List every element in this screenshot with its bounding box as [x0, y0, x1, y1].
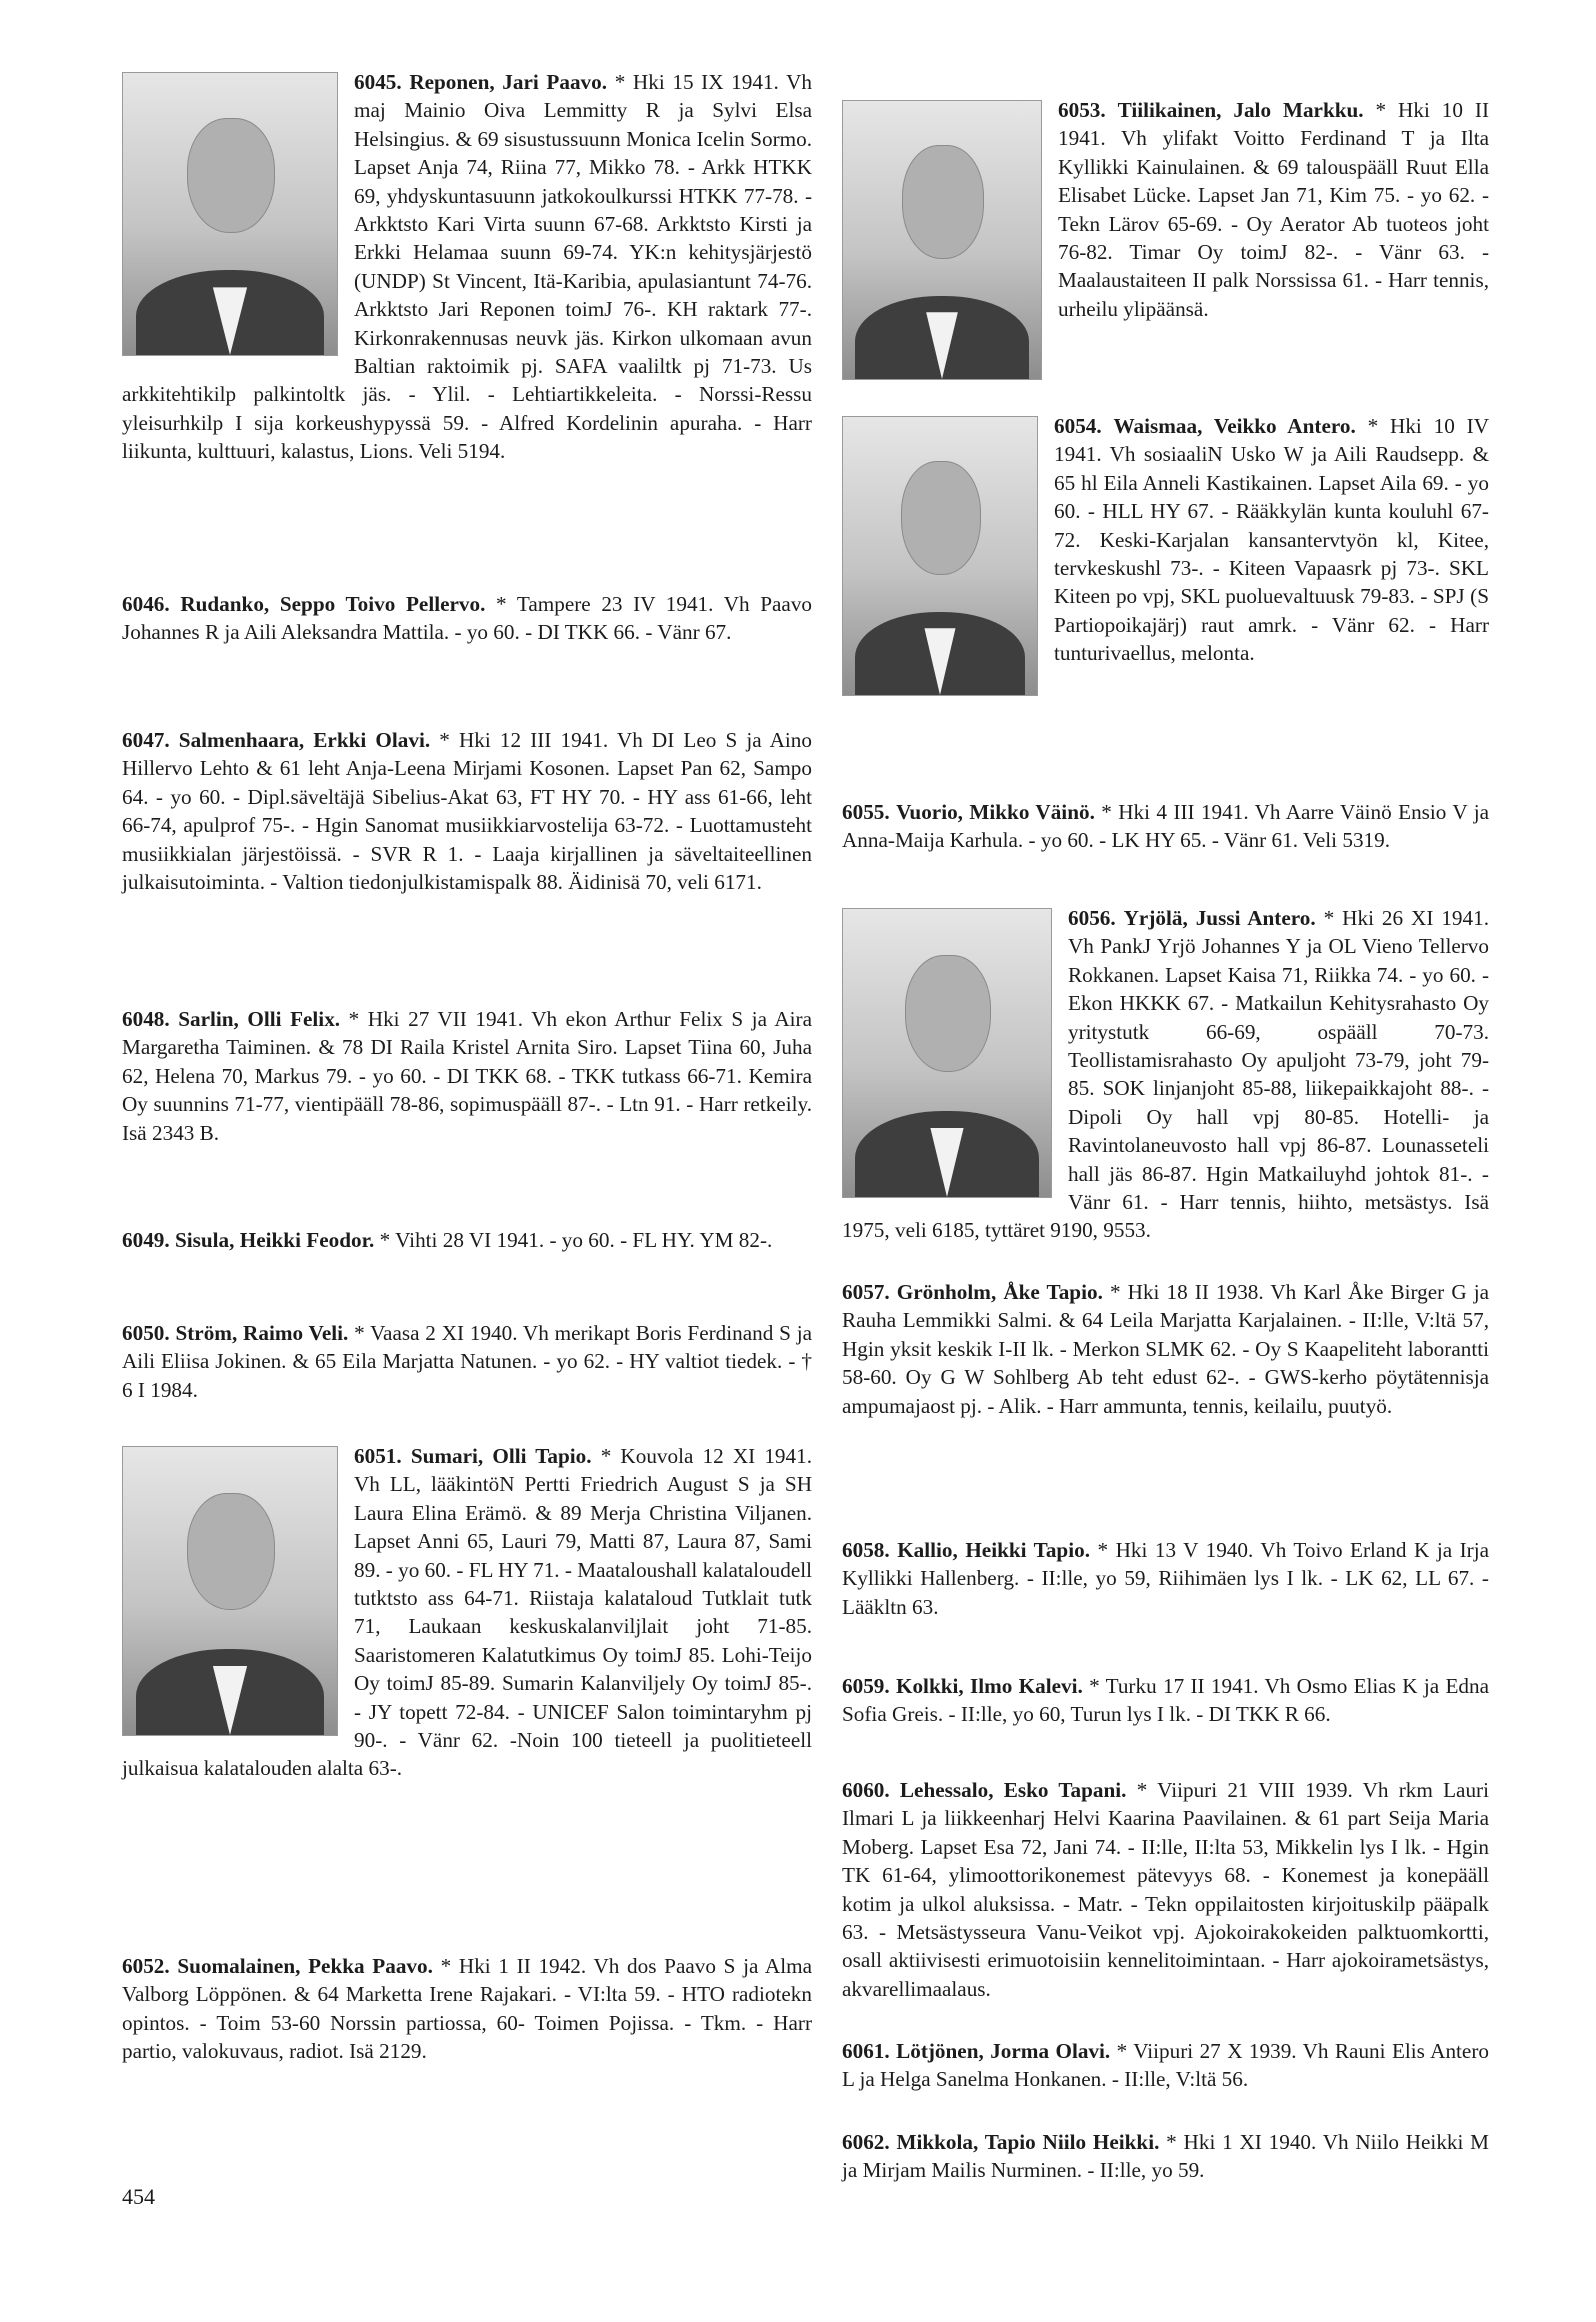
entry-text: * Hki 13 V 1940. Vh Toivo Erland K ja Irja Kyllikki Hallenberg. - II:lle, yo 59, Riihimäen lys I lk. - LK 62, LL 67. - Lääkltn 63.: [842, 1538, 1490, 1619]
entry-number: 6058.: [842, 1538, 890, 1562]
entry-text: * Hki 10 IV 1941. Vh sosiaaliN Usko W ja Aili Raudsepp. & 65 hl Eila Anneli Kastikainen. Lapset Aila 69. - yo 60. - HLL HY 67. - Rääkkylän kunta kouluhl 67-72. Keski-Karjalan kansantervtyön kl, Kitee, tervkeskushl 73-. - Kiteen Vapaasrk pj 73-. SKL Kiteen po vpj, SKL puoluevaltuusk 79-83. - SPJ (S Partiopoikajärj) raut amrk. - Vänr 62. - Harr tunturivaellus, melonta.: [1054, 414, 1490, 666]
entry-number: 6046.: [122, 592, 170, 616]
entry-text: * Hki 1 XI 1940. Vh Niilo Heikki M ja Mirjam Mailis Nurminen. - II:lle, yo 59.: [842, 2130, 1490, 2183]
entry-text: * Hki 1 II 1942. Vh dos Paavo S ja Alma Valborg Löppönen. & 64 Marketta Irene Rajakari. - VI:lta 59. - HTO radiotekn opintos. - Toim 53-60 Norssin partiossa, 60- Toimen Pojissa. - Tkm. - Harr partio, valokuvaus, radiot. Isä 2129.: [122, 1954, 812, 2064]
entry-6051: [122, 1442, 812, 1783]
entry-6047: [122, 726, 812, 896]
entry-6058: [842, 1536, 1489, 1621]
entry-text: * Hki 18 II 1938. Vh Karl Åke Birger G ja Rauha Lemmikki Salmi. & 64 Leila Marjatta Karjalainen. - II:lle, V:ltä 57, Hgin yksit keskik I-II lk. - Merkon SLMK 62. - Oy S Kaapeliteht laborantti 58-60. Oy G W Sohlberg Ab teht edust 62-. - GWS-kerho pöytätennisja ampumajaost pj. - Alik. - Harr ammunta, tennis, keilailu, puutyö.: [842, 1280, 1490, 1418]
page-number-bottom: 454: [122, 2184, 155, 2209]
entry-6059: [842, 1672, 1489, 1729]
entry-text: * Viipuri 21 VIII 1939. Vh rkm Lauri Ilmari L ja liikkeenharj Helvi Kaarina Paavilainen. & 61 part Seija Maria Moberg. Lapset Esa 72, Jani 74. - II:lle, II:lta 53, Mikkelin lys I lk. - Hgin TK 61-64, ylimoottorikonemest pätevyys 68. - Konemest ja konepääll kotim ja ulkol aluksissa. - Matr. - Tekn oppilaitosten kirjoituskilp pääpalk 63. - Metsästysseura Vanu-Veikot vpj. Ajokoirakokeiden palktuomkortti, osall aktiivisesti erimuotoisiin kennelitoimintaan. - Harr ajokoirametsästys, akvarellimaalaus.: [842, 1778, 1490, 2001]
entry-name: Lötjönen, Jorma Olavi.: [896, 2039, 1111, 2063]
entry-number: 6049.: [122, 1228, 170, 1252]
entry-number: 6048.: [122, 1007, 170, 1031]
entry-name: Mikkola, Tapio Niilo Heikki.: [896, 2130, 1160, 2154]
entry-number: 6062.: [842, 2130, 890, 2154]
entry-number: 6059.: [842, 1674, 890, 1698]
entry-number: 6053.: [1058, 98, 1106, 122]
entry-name: Waismaa, Veikko Antero.: [1113, 414, 1356, 438]
entry-text: * Hki 12 III 1941. Vh DI Leo S ja Aino Hillervo Lehto & 61 leht Anja-Leena Mirjami Kosonen. Lapset Pan 62, Sampo 64. - yo 60. - Dipl.säveltäjä Sibelius-Akat 63, FT HY 70. - HY ass 61-66, leht 66-74, apulprof 75-. - Hgin Sanomat musiikkiarvostelija 63-72. - Luottamusteht musiikkialan järjestöissä. - SVR R 1. - Laaja kirjallinen ja säveltaiteellinen julkaisutoiminta. - Valtion tiedonjulkistamispalk 88. Äidinisä 70, veli 6171.: [122, 728, 812, 895]
entry-name: Sarlin, Olli Felix.: [178, 1007, 341, 1031]
entry-6057: [842, 1278, 1489, 1420]
entry-number: 6045.: [354, 70, 402, 94]
entry-6056: [842, 904, 1489, 1245]
entry-6046: [122, 590, 812, 647]
entry-text: * Hki 10 II 1941. Vh ylifakt Voitto Ferdinand T ja Ilta Kyllikki Kainulainen. & 69 talouspääll Ruut Ella Elisabet Lücke. Lapset Jan 71, Kim 75. - yo 62. - Tekn Lärov 65-69. - Oy Aerator Ab tuoteos joht 76-82. Timar Oy toimJ 82-. - Vänr 63. - Maalaustaiteen II palk Norssissa 61. - Harr tennis, urheilu ylipäänsä.: [1058, 98, 1489, 321]
entry-number: 6054.: [1054, 414, 1102, 438]
entry-number: 6047.: [122, 728, 170, 752]
entry-name: Rudanko, Seppo Toivo Pellervo.: [180, 592, 486, 616]
entry-text: * Turku 17 II 1941. Vh Osmo Elias K ja Edna Sofia Greis. - II:lle, yo 60, Turun lys I lk. - DI TKK R 66.: [842, 1674, 1490, 1727]
entry-text: * Vihti 28 VI 1941. - yo 60. - FL HY. YM 82-.: [374, 1228, 773, 1252]
entry-name: Ström, Raimo Veli.: [175, 1321, 349, 1345]
entry-name: Kallio, Heikki Tapio.: [897, 1538, 1090, 1562]
entry-6054: [842, 412, 1489, 698]
entry-text: * Hki 15 IX 1941. Vh maj Mainio Oiva Lemmitty R ja Sylvi Elsa Helsingius. & 69 sisustussuunn Monica Icelin Sormo. Lapset Anja 74, Riina 77, Mikko 78. - Arkk HTKK 69, yhdyskuntasuunn jatkokoulkurssi HTKK 77-78. - Arkktsto Kari Virta suunn 67-68. Arkktsto Kirsti ja Erkki Helamaa suunn 69-74. YK:n kehitysjärjestö (UNDP) St Vincent, Itä-Karibia, apulasiantunt 74-76. Arkktsto Jari Reponen toimJ 76-. KH raktark 77-. Kirkonrakennusas neuvk jäs. Kirkon ulkomaan avun Baltian raktoimik pj. SAFA vaaliltk pj 71-73. Us arkkitehtikilp palkintoltk jäs. - Ylil. - Lehtiartikkeleita. - Norssi-Ressu yleisurhkilp I sija korkeushypyssä 59. - Alfred Kordelinin apuraha. - Harr liikunta, kulttuuri, kalastus, Lions. Veli 5194.: [122, 70, 812, 464]
entry-number: 6056.: [1068, 906, 1116, 930]
entry-name: Suomalainen, Pekka Paavo.: [177, 1954, 433, 1978]
portrait-photo-6051: [122, 1446, 338, 1736]
entry-6053: [842, 96, 1489, 382]
entry-name: Lehessalo, Esko Tapani.: [899, 1778, 1127, 1802]
entry-name: Yrjölä, Jussi Antero.: [1123, 906, 1316, 930]
entry-number: 6057.: [842, 1280, 890, 1304]
entry-6050: [122, 1319, 812, 1404]
entry-6060: [842, 1776, 1489, 2003]
entry-6062: [842, 2128, 1489, 2185]
entry-text: * Hki 26 XI 1941. Vh PankJ Yrjö Johannes Y ja OL Vieno Tellervo Rokkanen. Lapset Kaisa 71, Riikka 74. - yo 60. - Ekon HKKK 67. - Matkailun Kehitysrahasto Oy yritystutk 66-69, ospääll 70-73. Teollistamisrahasto Oy apuljoht 73-79, joht 79-85. SOK linjanjoht 85-88, liikepaikkajoht 88-. - Dipoli Oy hall vpj 80-85. Hotelli- ja Ravintolaneuvosto hall vpj 86-87. Lounasseteli hall jäs 86-87. Hgin Matkailuyhd johtok 81-. - Vänr 61. - Harr tennis, hiihto, metsästys. Isä 1975, veli 6185, tyttäret 9190, 9553.: [842, 906, 1489, 1243]
entry-name: Kolkki, Ilmo Kalevi.: [895, 1674, 1083, 1698]
entry-text: * Hki 27 VII 1941. Vh ekon Arthur Felix S ja Aira Margaretha Taiminen. & 78 DI Raila Kristel Arnita Siro. Lapset Tiina 60, Juha 62, Helena 70, Markus 79. - yo 60. - DI TKK 68. - TKK tutkass 66-71. Kemira Oy suunnins 71-77, vientipääll 78-86, sopimuspääll 87-. - Ltn 91. - Harr retkeily. Isä 2343 B.: [122, 1007, 812, 1145]
entry-text: * Vaasa 2 XI 1940. Vh merikapt Boris Ferdinand S ja Aili Eliisa Jokinen. & 65 Eila Marjatta Natunen. - yo 62. - HY valtiot tiedek. - † 6 I 1984.: [122, 1321, 812, 1402]
entry-text: * Tampere 23 IV 1941. Vh Paavo Johannes R ja Aili Aleksandra Mattila. - yo 60. - DI TKK 66. - Vänr 67.: [122, 592, 813, 645]
entry-number: 6055.: [842, 800, 890, 824]
entry-text: * Viipuri 27 X 1939. Vh Rauni Elis Antero L ja Helga Sanelma Honkanen. - II:lle, V:ltä 56.: [842, 2039, 1489, 2092]
entry-number: 6050.: [122, 1321, 170, 1345]
entry-6048: [122, 1005, 812, 1147]
entry-6055: [842, 798, 1489, 855]
entry-text: * Kouvola 12 XI 1941. Vh LL, lääkintöN Pertti Friedrich August S ja SH Laura Elina Erämö. & 89 Merja Christina Viljanen. Lapset Anni 65, Lauri 79, Matti 87, Laura 87, Sami 89. - yo 60. - FL HY 71. - Maataloushall kalataloudell tutktsto ass 64-71. Riistaja kalataloud Tutklait tutk 71, Laukaan keskuskalanviljlait joht 71-85. Saaristomeren Kalatutkimus Oy toimJ 85. Lohi-Teijo Oy toimJ 85-89. Sumarin Kalanviljely Oy toimJ 85-. - JY topett 72-84. - UNICEF Salon toimintaryhm pj 90-. - Vänr 62. -Noin 100 tieteell ja puolitieteell julkaisua kalatalouden alalta 63-.: [122, 1444, 813, 1781]
entry-number: 6061.: [842, 2039, 890, 2063]
portrait-photo-6056: [842, 908, 1052, 1198]
portrait-photo-6054: [842, 416, 1038, 696]
entry-name: Salmenhaara, Erkki Olavi.: [178, 728, 431, 752]
entry-6052: [122, 1952, 812, 2066]
entry-number: 6051.: [354, 1444, 402, 1468]
entry-name: Sisula, Heikki Feodor.: [174, 1228, 375, 1252]
portrait-photo-6045: [122, 72, 338, 356]
entry-number: 6052.: [122, 1954, 170, 1978]
entry-text: * Hki 4 III 1941. Vh Aarre Väinö Ensio V ja Anna-Maija Karhula. - yo 60. - LK HY 65. - Vänr 61. Veli 5319.: [842, 800, 1489, 853]
entry-name: Sumari, Olli Tapio.: [410, 1444, 592, 1468]
entry-name: Tiilikainen, Jalo Markku.: [1117, 98, 1364, 122]
entry-number: 6060.: [842, 1778, 890, 1802]
portrait-photo-6053: [842, 100, 1042, 380]
entry-name: Vuorio, Mikko Väinö.: [896, 800, 1095, 824]
entry-name: Reponen, Jari Paavo.: [409, 70, 608, 94]
entry-name: Grönholm, Åke Tapio.: [896, 1280, 1103, 1304]
entry-6045: [122, 68, 812, 466]
entry-6049: [122, 1226, 812, 1254]
entry-6061: [842, 2037, 1489, 2094]
